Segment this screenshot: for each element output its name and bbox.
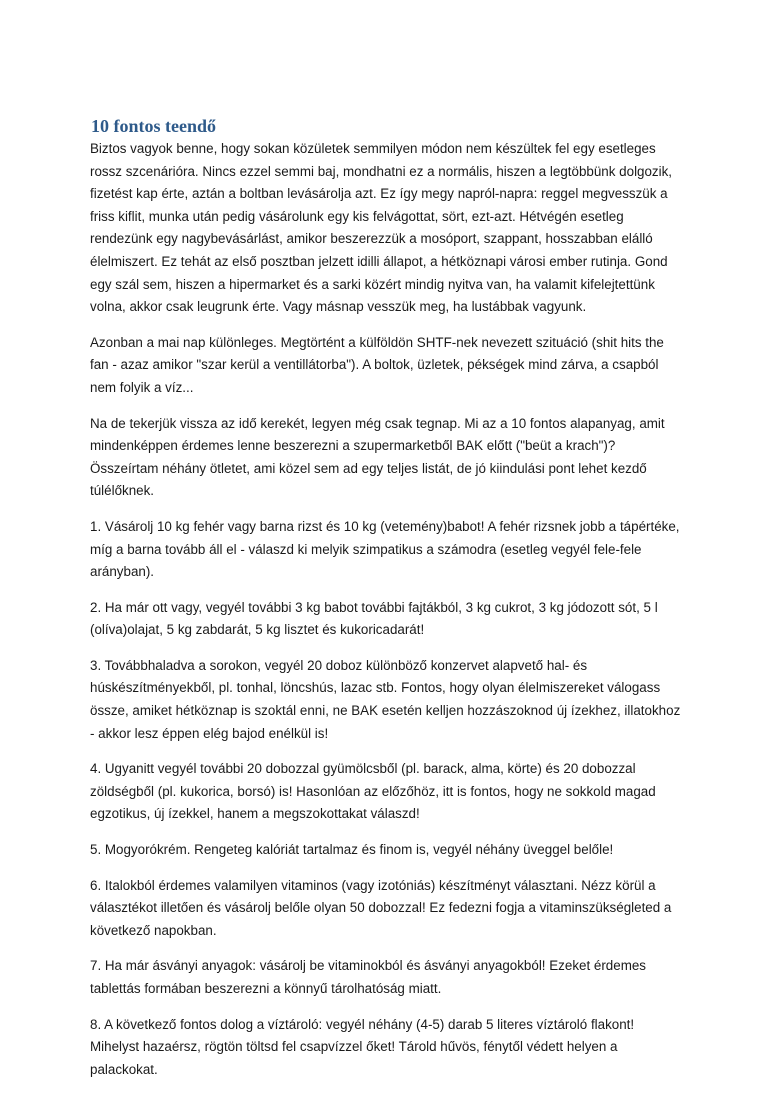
list-item-8: 8. A következő fontos dolog a víztároló: vegyél néhány (4-5) darab 5 literes víztároló flakont! Mihelyst hazaérsz, rögtön töltsd fel csapvízzel őket! Tárold hűvös, fénytől védett helyen a palackokat. (90, 1016, 635, 1077)
intro-paragraph: Biztos vagyok benne, hogy sokan közületek semmilyen módon nem készültek fel egy esetleges rossz szcenárióra. Nincs ezzel semmi baj, mondhatni ez a normális, hiszen a legtöbbünk dolgozik, fizetést kap érte, aztán a boltban levásárolja azt. Ez így megy napról-napra: reggel megvesszük a friss kiflit, munka után pedig vásárolunk egy kis felvágottat, sört, ezt-azt. Hétvégén esetleg rendezünk egy nagybevásárlást, amikor beszerezzük a mosóport, szappant, hosszabban elálló élelmiszert. Ez tehát az első posztban jelzett idilli állapot, a hétköznapi városi ember rutinja. Gond egy szál sem, hiszen a hipermarket és a sarki közért mindig nyitva van, ha valamit kifelejtettünk volna, akkor csak leugrunk érte. Vagy másnap vesszük meg, ha lustábbak vagyunk. (90, 141, 673, 315)
rewind-paragraph: Na de tekerjük vissza az idő kerekét, legyen még csak tegnap. Mi az a 10 fontos alapanyag, amit mindenképpen érdemes lenne beszerezni a szupermarketből BAK előtt ("beüt a krach")? Összeírtam néhány ötletet, ami közel sem ad egy teljes listát, de jó kiindulási pont lehet kezdő túlélőknek. (90, 415, 665, 499)
list-item-1: 1. Vásárolj 10 kg fehér vagy barna rizst és 10 kg (vetemény)babot! A fehér rizsnek jobb a tápértéke, míg a barna tovább áll el - válaszd ki melyik szimpatikus a számodra (esetleg vegyél fele-fele arányban). (90, 518, 680, 580)
list-item-5: 5. Mogyorókrém. Rengeteg kalóriát tartalmaz és finom is, vegyél néhány üveggel belőle! (90, 842, 614, 858)
document-title: 10 fontos teendő (91, 116, 216, 136)
list-item-6: 6. Italokból érdemes valamilyen vitaminos (vagy izotóniás) készítményt választani. Nézz körül a választékot illetően és vásárolj belőle olyan 50 dobozzal! Ez fedezni fogja a vitaminszükségleted a következő napokban. (90, 877, 672, 938)
list-item-2: 2. Ha már ott vagy, vegyél további 3 kg babot további fajtákból, 3 kg cukrot, 3 kg jódozott sót, 5 l (olíva)olajat, 5 kg zabdarát, 5 kg lisztet és kukoricadarát! (90, 599, 658, 638)
shtf-paragraph: Azonban a mai nap különleges. Megtörtént a külföldön SHTF-nek nevezett szituáció (shit hits the fan - azaz amikor "szar kerül a ventillátorba"). A boltok, üzletek, pékségek mind zárva, a csapból nem folyik a víz... (90, 334, 664, 395)
document-page (90, 114, 686, 1094)
list-item-3: 3. Továbbhaladva a sorokon, vegyél 20 doboz különböző konzervet alapvető hal- és húskészítményekből, pl. tonhal, löncshús, lazac stb. Fontos, hogy olyan élelmiszereket válogass össze, amiket hétköznap is szoktál enni, ne BAK esetén kelljen hozzászoknod új ízekhez, illatokhoz - akkor lesz éppen elég bajod enélkül is! (90, 657, 681, 741)
list-item-7: 7. Ha már ásványi anyagok: vásárolj be vitaminokból és ásványi anyagokból! Ezeket érdemes tablettás formában beszerezni a könnyű tárolhatóság miatt. (90, 958, 646, 996)
list-item-4: 4. Ugyanitt vegyél további 20 dobozzal gyümölcsből (pl. barack, alma, körte) és 20 dobozzal zöldségből (pl. kukorica, borsó) is! Hasonlóan az előzőhöz, itt is fontos, hogy ne sokkold magad egzotikus, új ízekkel, hanem a megszokottakat válaszd! (90, 761, 656, 822)
